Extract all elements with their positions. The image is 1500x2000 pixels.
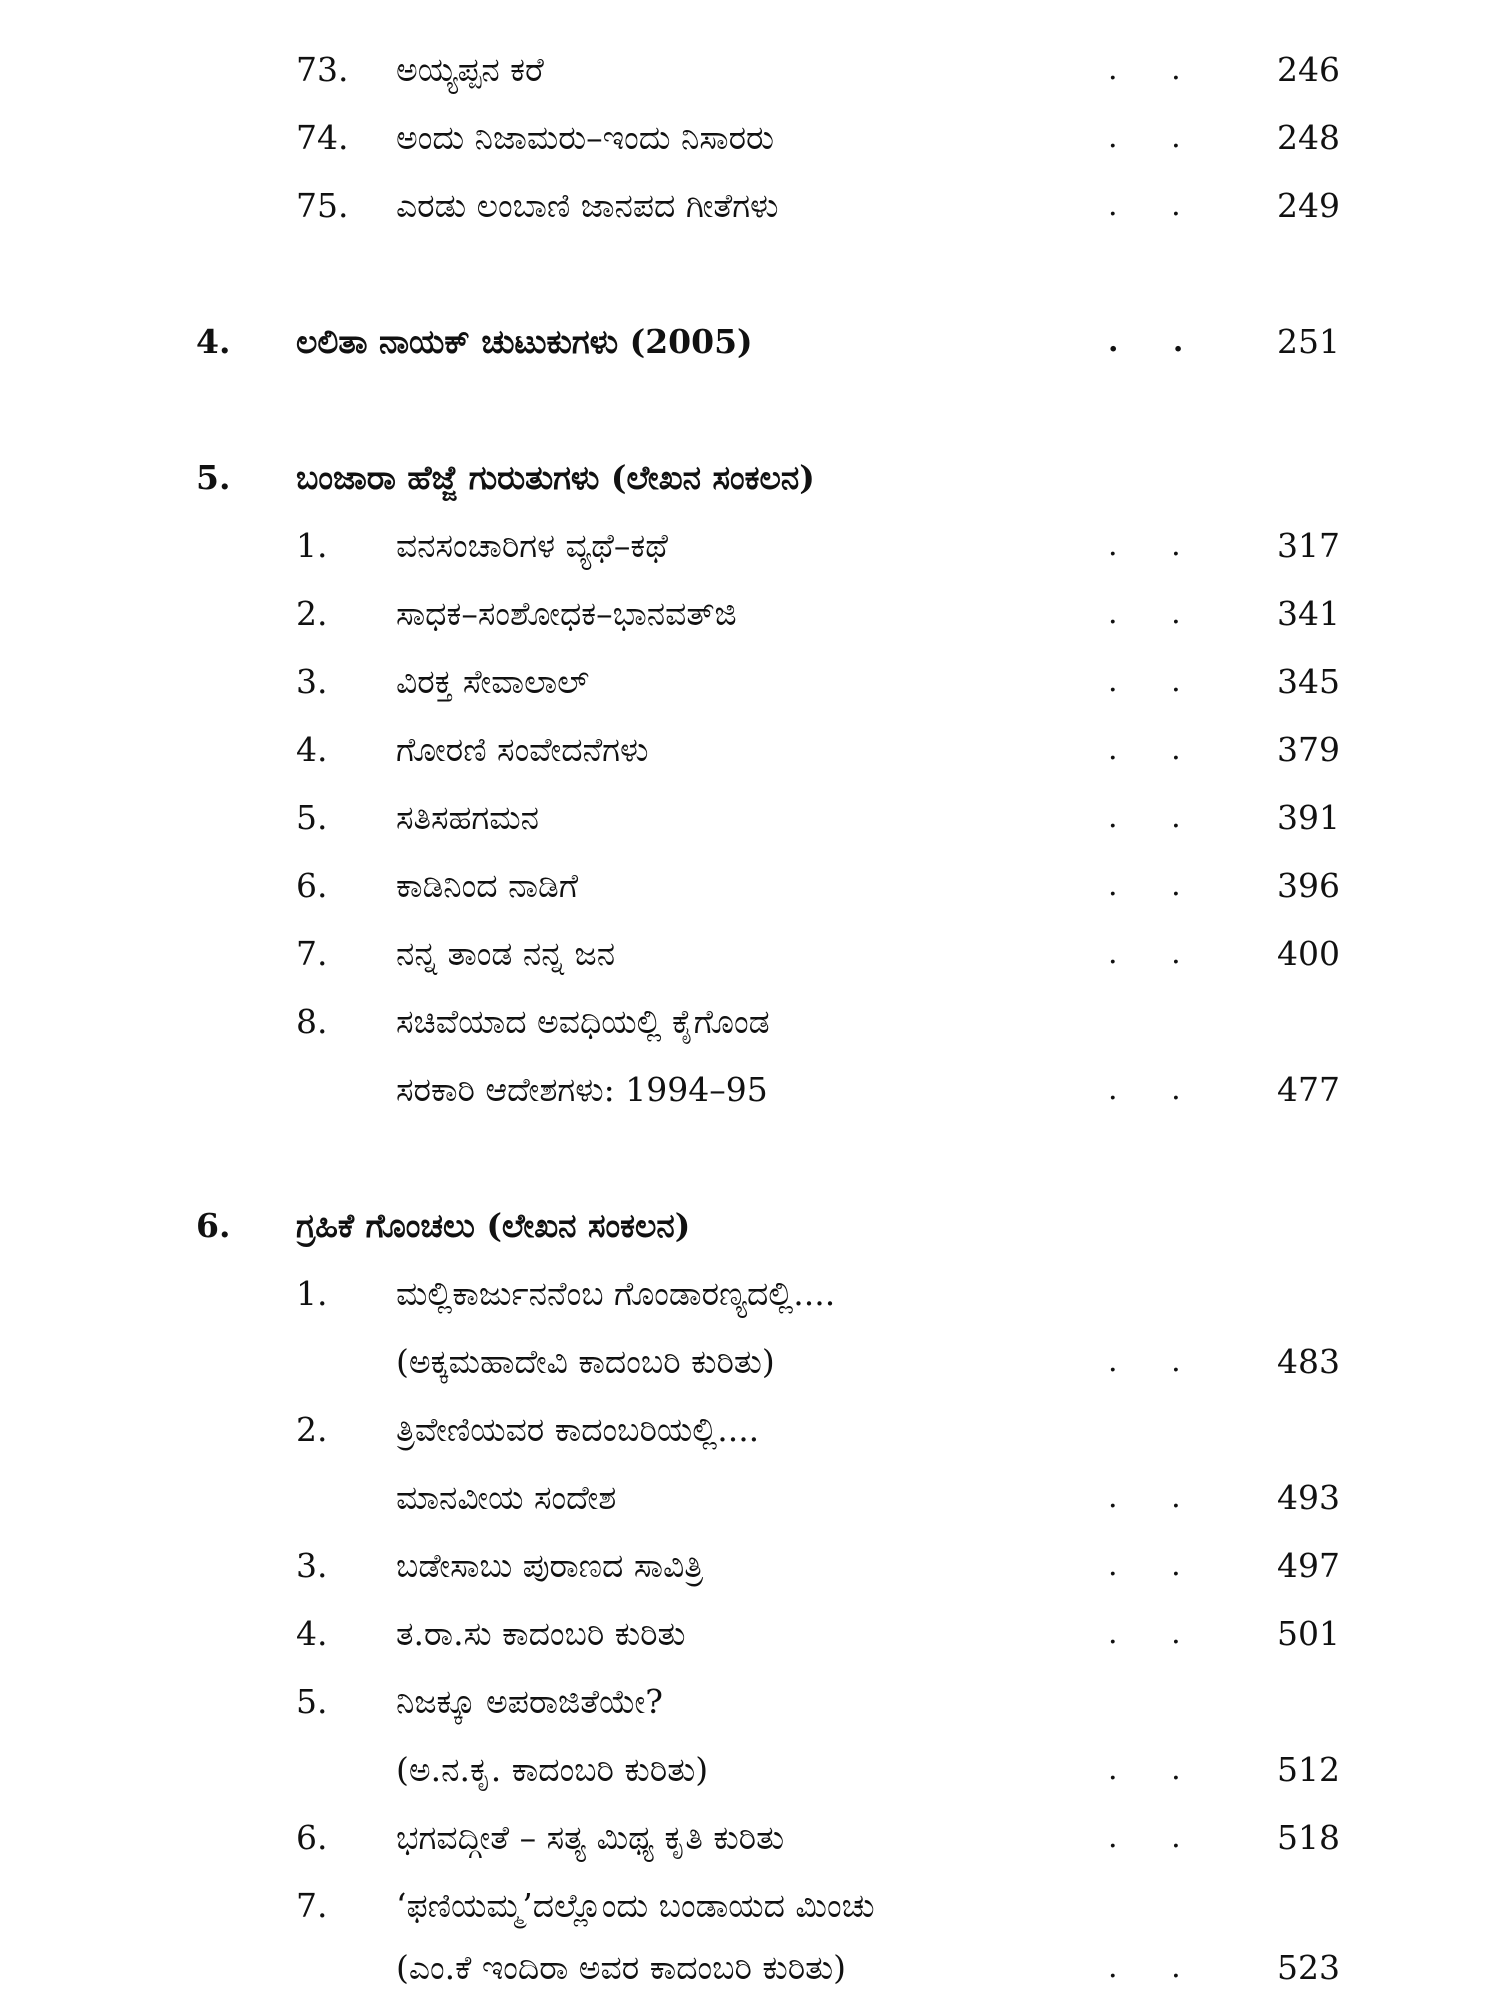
entry-number: 74. bbox=[296, 118, 349, 157]
toc-entry-6-6 bbox=[0, 1810, 1500, 1866]
entry-title-continued: ಸರಕಾರಿ ಆದೇಶಗಳು: 1994–95 bbox=[396, 1070, 768, 1109]
entry-number: 7. bbox=[296, 934, 328, 973]
leader-dots: . . bbox=[1108, 1072, 1203, 1107]
entry-title: ಸಾಧಕ–ಸಂಶೋಧಕ–ಭಾನವತ್‌ಜಿ bbox=[396, 594, 737, 633]
toc-entry-6-5 bbox=[0, 1674, 1500, 1730]
toc-entry-74 bbox=[0, 110, 1500, 166]
entry-number: 2. bbox=[296, 594, 328, 633]
page-number: 518 bbox=[1277, 1818, 1340, 1857]
toc-entry-5-4 bbox=[0, 722, 1500, 778]
entry-number: 3. bbox=[296, 1546, 328, 1585]
leader-dots: . . bbox=[1108, 528, 1203, 563]
leader-dots: . . bbox=[1108, 800, 1203, 835]
entry-title-continued: ಮಾನವೀಯ ಸಂದೇಶ bbox=[396, 1478, 617, 1517]
toc-entry-5-6 bbox=[0, 858, 1500, 914]
leader-dots: . . bbox=[1108, 120, 1203, 155]
entry-title-continued: (ಅಕ್ಕಮಹಾದೇವಿ ಕಾದಂಬರಿ ಕುರಿತು) bbox=[396, 1342, 775, 1381]
leader-dots: . . bbox=[1108, 1950, 1203, 1985]
toc-entry-6-7-cont bbox=[0, 1940, 1500, 1996]
page-number: 345 bbox=[1277, 662, 1340, 701]
leader-dots: . . bbox=[1108, 52, 1203, 87]
section-number: 5. bbox=[196, 458, 231, 497]
entry-number: 5. bbox=[296, 1682, 328, 1721]
entry-title: ನನ್ನ ತಾಂಡ ನನ್ನ ಜನ bbox=[396, 934, 616, 973]
toc-entry-5-5 bbox=[0, 790, 1500, 846]
toc-entry-6-1 bbox=[0, 1266, 1500, 1322]
toc-section-4 bbox=[0, 314, 1500, 370]
entry-number: 73. bbox=[296, 50, 349, 89]
leader-dots: . . bbox=[1108, 664, 1203, 699]
entry-number: 75. bbox=[296, 186, 349, 225]
entry-title: ಸತಿಸಹಗಮನ bbox=[396, 798, 539, 837]
entry-title: ಕಾಡಿನಿಂದ ನಾಡಿಗೆ bbox=[396, 866, 579, 905]
entry-title-continued: (ಎಂ.ಕೆ ಇಂದಿರಾ ಅವರ ಕಾದಂಬರಿ ಕುರಿತು) bbox=[396, 1948, 847, 1987]
toc-entry-6-3 bbox=[0, 1538, 1500, 1594]
leader-dots: . . bbox=[1108, 936, 1203, 971]
entry-number: 4. bbox=[296, 1614, 328, 1653]
page-number: 396 bbox=[1277, 866, 1340, 905]
page-number: 249 bbox=[1277, 186, 1340, 225]
entry-title: ‘ಫಣಿಯಮ್ಮ’ದಲ್ಲೊಂದು ಬಂಡಾಯದ ಮಿಂಚು bbox=[396, 1886, 875, 1925]
toc-entry-6-5-cont bbox=[0, 1742, 1500, 1798]
leader-dots: . . bbox=[1108, 1616, 1203, 1651]
page-number: 523 bbox=[1277, 1948, 1340, 1987]
page-number: 379 bbox=[1277, 730, 1340, 769]
page-number: 317 bbox=[1277, 526, 1340, 565]
entry-title: ಅಂದು ನಿಜಾಮರು–ಇಂದು ನಿಸಾರರು bbox=[396, 118, 774, 157]
page-number: 501 bbox=[1277, 1614, 1340, 1653]
section-number: 6. bbox=[196, 1206, 231, 1245]
entry-title: ಬಡೇಸಾಬು ಪುರಾಣದ ಸಾವಿತ್ರಿ bbox=[396, 1546, 704, 1585]
entry-title: ಗೋರಣಿ ಸಂವೇದನೆಗಳು bbox=[396, 730, 649, 769]
toc-entry-75 bbox=[0, 178, 1500, 234]
toc-entry-5-2 bbox=[0, 586, 1500, 642]
entry-number: 6. bbox=[296, 1818, 328, 1857]
entry-title: ನಿಜಕ್ಕೂ ಅಪರಾಜಿತೆಯೇ? bbox=[396, 1682, 663, 1721]
entry-title: ತ್ರಿವೇಣಿಯವರ ಕಾದಂಬರಿಯಲ್ಲಿ.... bbox=[396, 1410, 760, 1449]
entry-title-continued: (ಅ.ನ.ಕೃ. ಕಾದಂಬರಿ ಕುರಿತು) bbox=[396, 1750, 709, 1789]
toc-entry-6-7 bbox=[0, 1878, 1500, 1934]
leader-dots: . . bbox=[1108, 1480, 1203, 1515]
entry-number: 8. bbox=[296, 1002, 328, 1041]
toc-entry-6-1-cont bbox=[0, 1334, 1500, 1390]
leader-dots: . . bbox=[1108, 1820, 1203, 1855]
page-number: 400 bbox=[1277, 934, 1340, 973]
entry-title: ವಿರಕ್ತ ಸೇವಾಲಾಲ್ bbox=[396, 662, 590, 701]
section-title: ಲಲಿತಾ ನಾಯಕ್ ಚುಟುಕುಗಳು (2005) bbox=[296, 322, 753, 361]
page-number: 248 bbox=[1277, 118, 1340, 157]
leader-dots: . . bbox=[1108, 732, 1203, 767]
toc-entry-5-3 bbox=[0, 654, 1500, 710]
toc-entry-73 bbox=[0, 42, 1500, 98]
entry-number: 7. bbox=[296, 1886, 328, 1925]
entry-title: ಭಗವದ್ಗೀತೆ – ಸತ್ಯ ಮಿಥ್ಯ ಕೃತಿ ಕುರಿತು bbox=[396, 1818, 785, 1857]
leader-dots: . . bbox=[1108, 324, 1206, 359]
section-title: ಬಂಜಾರಾ ಹೆಜ್ಜೆ ಗುರುತುಗಳು (ಲೇಖನ ಸಂಕಲನ) bbox=[296, 458, 815, 497]
section-number: 4. bbox=[196, 322, 231, 361]
page-number: 251 bbox=[1277, 322, 1340, 361]
entry-number: 2. bbox=[296, 1410, 328, 1449]
toc-entry-5-7 bbox=[0, 926, 1500, 982]
entry-title: ವನಸಂಚಾರಿಗಳ ವ್ಯಥೆ–ಕಥೆ bbox=[396, 526, 668, 565]
entry-title: ಮಲ್ಲಿಕಾರ್ಜುನನೆಂಬ ಗೊಂಡಾರಣ್ಯದಲ್ಲಿ.... bbox=[396, 1274, 836, 1313]
page-number: 512 bbox=[1277, 1750, 1340, 1789]
entry-number: 6. bbox=[296, 866, 328, 905]
entry-title: ತ.ರಾ.ಸು ಕಾದಂಬರಿ ಕುರಿತು bbox=[396, 1614, 686, 1653]
page-number: 477 bbox=[1277, 1070, 1340, 1109]
leader-dots: . . bbox=[1108, 188, 1203, 223]
section-title: ಗ್ರಹಿಕೆ ಗೊಂಚಲು (ಲೇಖನ ಸಂಕಲನ) bbox=[296, 1206, 691, 1245]
toc-entry-5-1 bbox=[0, 518, 1500, 574]
page-number: 483 bbox=[1277, 1342, 1340, 1381]
leader-dots: . . bbox=[1108, 1344, 1203, 1379]
entry-title: ಅಯ್ಯಪ್ಪನ ಕರೆ bbox=[396, 50, 544, 89]
leader-dots: . . bbox=[1108, 1548, 1203, 1583]
page-number: 497 bbox=[1277, 1546, 1340, 1585]
entry-title: ಎರಡು ಲಂಬಾಣಿ ಜಾನಪದ ಗೀತೆಗಳು bbox=[396, 186, 779, 225]
entry-number: 5. bbox=[296, 798, 328, 837]
toc-entry-6-4 bbox=[0, 1606, 1500, 1662]
toc-section-5 bbox=[0, 450, 1500, 506]
toc-entry-5-8 bbox=[0, 994, 1500, 1050]
toc-entry-5-8-cont bbox=[0, 1062, 1500, 1118]
toc-entry-6-2-cont bbox=[0, 1470, 1500, 1526]
page-number: 391 bbox=[1277, 798, 1340, 837]
page-number: 341 bbox=[1277, 594, 1340, 633]
page-number: 493 bbox=[1277, 1478, 1340, 1517]
entry-title: ಸಚಿವೆಯಾದ ಅವಧಿಯಲ್ಲಿ ಕೈಗೊಂಡ bbox=[396, 1002, 770, 1041]
leader-dots: . . bbox=[1108, 1752, 1203, 1787]
leader-dots: . . bbox=[1108, 868, 1203, 903]
toc-section-6 bbox=[0, 1198, 1500, 1254]
leader-dots: . . bbox=[1108, 596, 1203, 631]
entry-number: 1. bbox=[296, 526, 328, 565]
toc-entry-6-2 bbox=[0, 1402, 1500, 1458]
entry-number: 1. bbox=[296, 1274, 328, 1313]
entry-number: 4. bbox=[296, 730, 328, 769]
page-number: 246 bbox=[1277, 50, 1340, 89]
entry-number: 3. bbox=[296, 662, 328, 701]
